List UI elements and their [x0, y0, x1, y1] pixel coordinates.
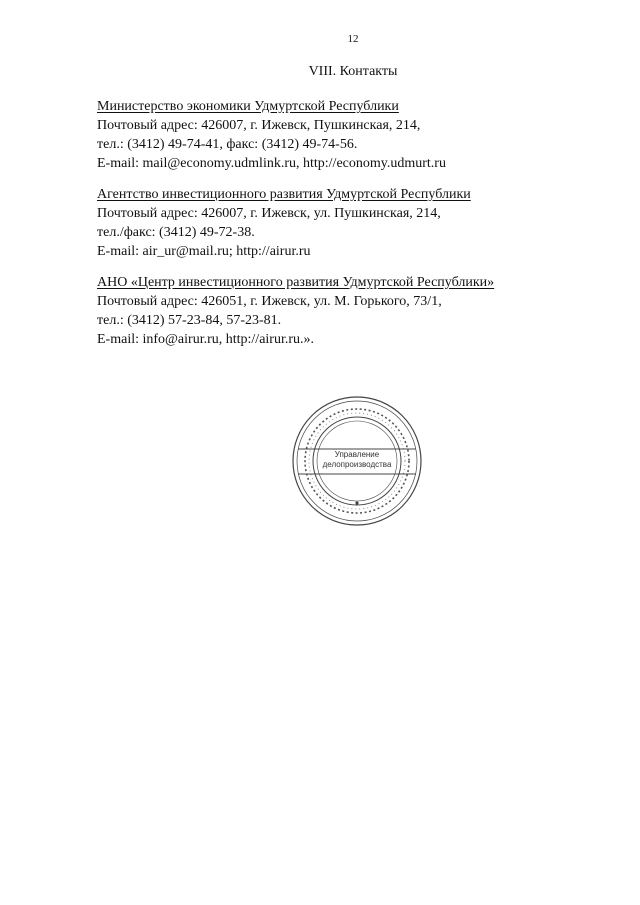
email-web: E-mail: air_ur@mail.ru; http://airur.ru: [97, 244, 311, 259]
phone-fax: тел.: (3412) 49-74-41, факс: (3412) 49-74-56.: [97, 137, 358, 152]
org-name: АНО «Центр инвестиционного развития Удмуртской Республики»: [97, 275, 495, 290]
email-web: E-mail: info@airur.ru, http://airur.ru.».: [97, 332, 315, 347]
phone-fax: тел.: (3412) 57-23-84, 57-23-81.: [97, 313, 282, 328]
stamp-inner-text: [317, 450, 397, 470]
page-number: 12: [347, 33, 359, 45]
contact-block-investment-agency: [97, 185, 471, 261]
postal-address: Почтовый адрес: 426051, г. Ижевск, ул. М. Горького, 73/1,: [97, 294, 442, 309]
phone-fax: тел./факс: (3412) 49-72-38.: [97, 225, 255, 240]
contact-block-investment-center: [97, 273, 494, 349]
stamp-line: делопроизводства: [322, 460, 392, 469]
postal-address: Почтовый адрес: 426007, г. Ижевск, Пушкинская, 214,: [97, 118, 421, 133]
email-web: E-mail: mail@economy.udmlink.ru, http://economy.udmurt.ru: [97, 156, 446, 171]
org-name: Министерство экономики Удмуртской Республики: [97, 99, 399, 114]
section-title: VIII. Контакты: [308, 64, 398, 79]
org-name: Агентство инвестиционного развития Удмуртской Республики: [97, 187, 471, 202]
stamp-line: Управление: [334, 450, 380, 459]
postal-address: Почтовый адрес: 426007, г. Ижевск, ул. Пушкинская, 214,: [97, 206, 441, 221]
office-stamp: [290, 394, 424, 528]
contact-block-ministry-economy: [97, 97, 446, 173]
